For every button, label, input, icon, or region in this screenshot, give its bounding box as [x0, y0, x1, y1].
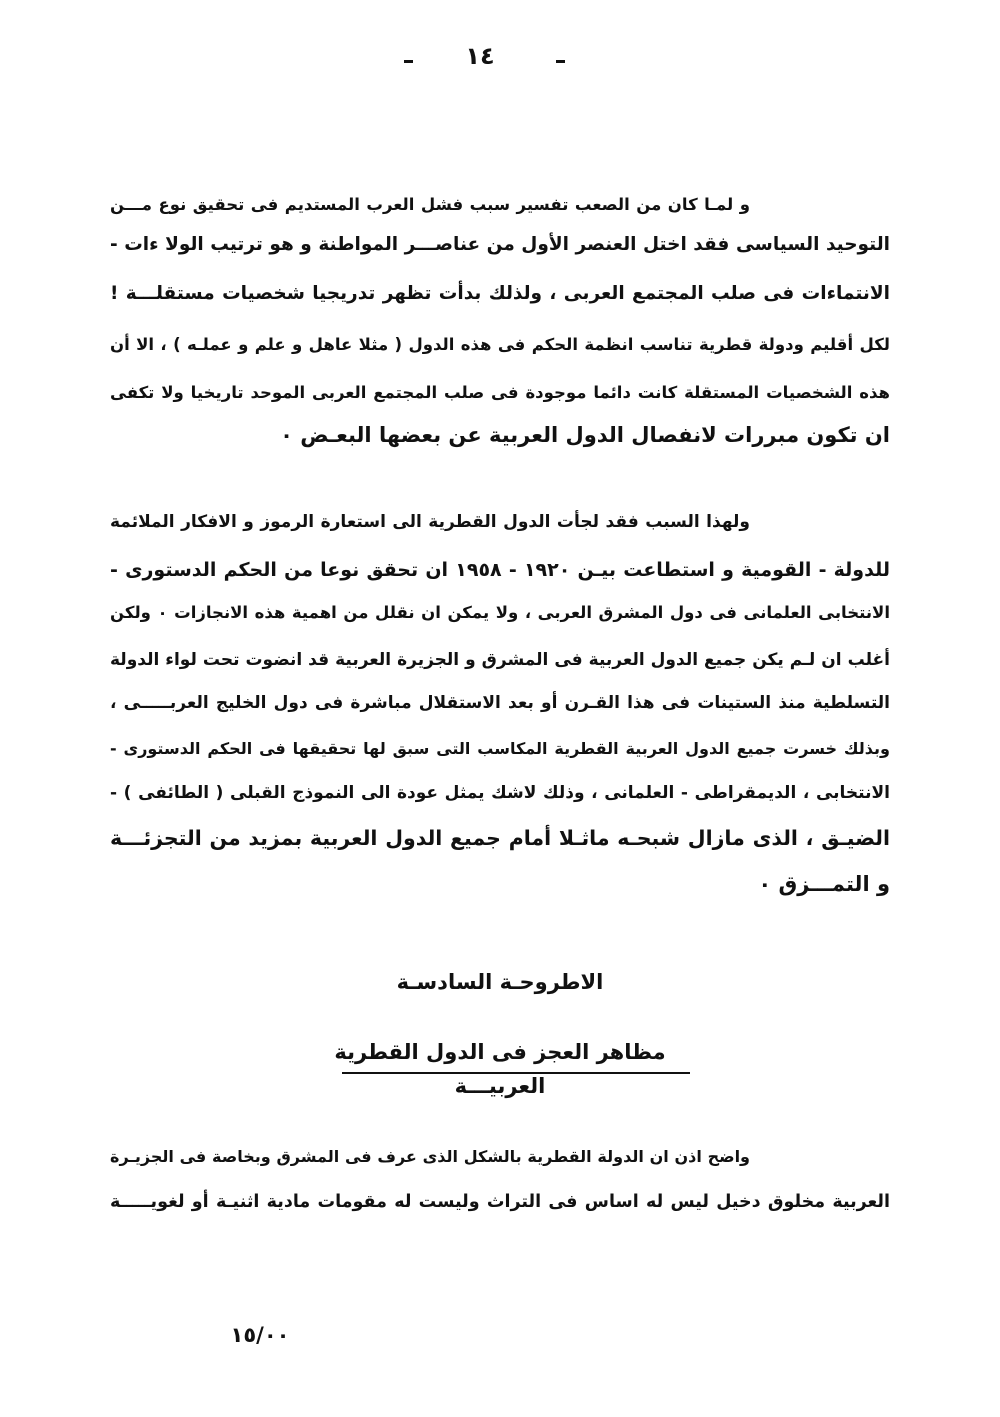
paragraph-1-line-1: و لمـا كان من الصعب تفسير سبب فشل العرب المستديم فى تحقيق نوع مـــن — [110, 195, 750, 214]
section-title: مظاهر العجز فى الدول القطرية العربيـــة — [334, 1040, 666, 1098]
paragraph-2-line-9: و التمـــزق ٠ — [758, 872, 890, 896]
page-header — [0, 40, 1000, 80]
footer-folio: ١٥/٠٠ — [230, 1323, 290, 1347]
page-number: ١٤ — [465, 42, 495, 70]
paragraph-1-line-6: ان تكون مبررات لانفصال الدول العربية عن بعضها البعـض ٠ — [280, 423, 890, 447]
paragraph-2-line-6: وبذلك خسرت جميع الدول العربية القطرية المكاسب التى سبق لها تحقيقها فى الحكم الدستورى - — [110, 739, 890, 758]
paragraph-1-line-4: لكل أقليم ودولة قطرية تناسب انظمة الحكم فى هذه الدول ( مثلا عاهل و علم و عملـه ) ، الا أن — [110, 335, 890, 354]
header-dash-right — [556, 60, 565, 63]
paragraph-3-line-2: العربية مخلوق دخيل ليس له اساس فى التراث وليست له مقومات مادية اثنيـة أو لغويـــــة — [110, 1192, 890, 1212]
paragraph-2-line-7: الانتخابى ، الديمقراطى - العلمانى ، وذلك لاشك يمثل عودة الى النموذج القبلى ( الطائفى ) - — [110, 783, 890, 803]
paragraph-1-line-2: التوحيد السياسى فقد اختل العنصر الأول من عناصـــر المواطنة و هو ترتيب الولا ءات - — [110, 234, 890, 255]
header-dash-left — [404, 60, 413, 63]
section-title-underline — [342, 1072, 690, 1074]
paragraph-2-line-5: التسلطية منذ الستينات فى هذا القـرن أو بعد الاستقلال مباشرة فى دول الخليج العربـــــى ، — [110, 693, 890, 713]
paragraph-1-line-5: هذه الشخصيات المستقلة كانت دائما موجودة فى صلب المجتمع العربى الموحد تاريخيا ولا تكفى — [110, 383, 890, 402]
paragraph-2-line-8: الضيـق ، الذى مازال شبحـه ماثـلا أمام جميع الدول العربية بمزيد من التجزئـــة — [110, 826, 890, 850]
paragraph-1-line-3: الانتماءات فى صلب المجتمع العربى ، ولذلك بدأت تظهر تدريجيا شخصيات مستقلـــة ! — [110, 283, 890, 304]
paragraph-2-line-4: أغلب ان لـم يكن جميع الدول العربية فى المشرق و الجزيرة العربية قد انضوت تحت لواء الدولة — [110, 650, 890, 670]
paragraph-3-line-1: واضح اذن ان الدولة القطرية بالشكل الذى عرف فى المشرق وبخاصة فى الجزيـرة — [110, 1147, 750, 1166]
section-heading: الاطروحـة السادسـة — [396, 970, 604, 994]
paragraph-2-line-2: للدولة - القومية و استطاعت بيـن ١٩٢٠ - ١٩٥٨ ان تحقق نوعا من الحكم الدستورى - — [110, 559, 890, 581]
paragraph-2-line-3: الانتخابى العلمانى فى دول المشرق العربى ، ولا يمكن ان نقلل من اهمية هذه الانجازات ٠ ولكن — [110, 603, 890, 622]
paragraph-2-line-1: ولهذا السبب فقد لجأت الدول القطرية الى استعارة الرموز و الافكار الملائمة — [110, 512, 750, 532]
